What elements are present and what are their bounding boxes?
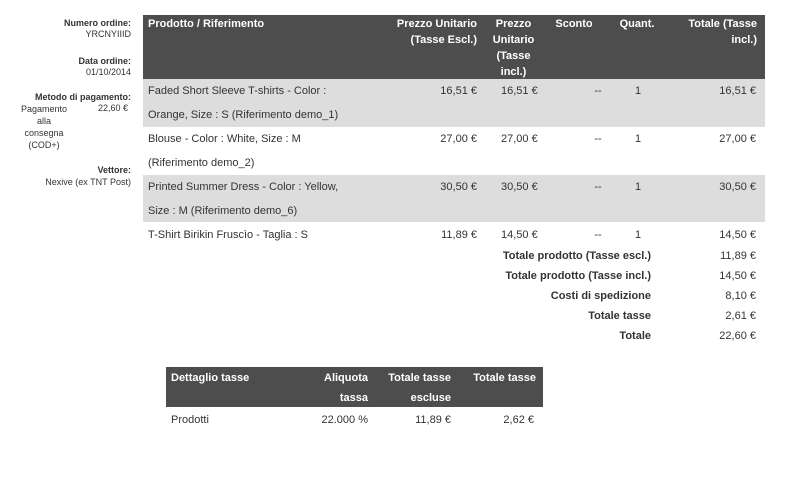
product-name-line: Printed Summer Dress - Color : Yellow, <box>148 181 339 193</box>
quantity: 1 <box>634 229 642 241</box>
payment-method-line: alla <box>36 116 51 126</box>
header-unit-price-excl <box>391 16 477 48</box>
total-products-incl-value: 14,50 € <box>719 270 756 282</box>
table-row <box>143 79 765 127</box>
row-total: 16,51 € <box>719 85 756 97</box>
product-name <box>148 133 301 169</box>
grand-total-value: 22,60 € <box>719 330 756 342</box>
order-number: YRCNYIIID <box>85 29 131 39</box>
header-unit-price-incl-line: incl.) <box>500 66 527 78</box>
product-name-line: (Riferimento demo_2) <box>148 157 255 169</box>
quantity: 1 <box>634 181 642 193</box>
unit-price-incl: 16,51 € <box>501 85 538 97</box>
unit-price-excl: 30,50 € <box>440 181 477 193</box>
total-products-incl-label: Totale prodotto (Tasse incl.) <box>505 270 651 282</box>
table-row <box>143 222 765 246</box>
header-quantity: Quant. <box>619 18 655 30</box>
product-name-line: Size : M (Riferimento demo_6) <box>148 205 298 217</box>
row-total: 27,00 € <box>719 133 756 145</box>
product-name <box>148 181 338 217</box>
header-unit-price-excl-line: Prezzo Unitario <box>396 18 477 30</box>
tax-row-rate: 22.000 % <box>321 414 368 426</box>
quantity: 1 <box>634 85 642 97</box>
tax-table-header <box>166 367 543 407</box>
discount: -- <box>594 229 602 241</box>
payment-method-label: Metodo di pagamento: <box>35 92 131 102</box>
header-discount: Sconto <box>555 18 593 30</box>
products-table-header <box>143 15 765 79</box>
tax-header-detail: Dettaglio tasse <box>171 372 250 384</box>
payment-method-line: consegna <box>24 128 64 138</box>
product-name-line: Blouse - Color : White, Size : M <box>148 133 301 145</box>
payment-method-line: (COD+) <box>28 140 60 150</box>
unit-price-incl: 27,00 € <box>501 133 538 145</box>
table-row <box>143 127 765 175</box>
row-total: 14,50 € <box>719 229 756 241</box>
unit-price-excl: 16,51 € <box>440 85 477 97</box>
order-date: 01/10/2014 <box>85 67 131 77</box>
order-number-label: Numero ordine: <box>63 18 131 28</box>
tax-header-rate-line: Aliquota <box>324 372 368 384</box>
tax-row-label: Prodotti <box>171 414 209 426</box>
product-name-line: Orange, Size : S (Riferimento demo_1) <box>148 109 339 121</box>
tax-table-row <box>166 407 543 433</box>
payment-method-line: Pagamento <box>20 104 68 114</box>
header-total-line: Totale (Tasse <box>688 18 757 30</box>
total-taxes-label: Totale tasse <box>588 310 651 322</box>
product-name: T-Shirt Birikin Fruscìo - Taglia : S <box>148 229 308 241</box>
tax-header-rate-line: tassa <box>339 392 368 404</box>
carrier-label: Vettore: <box>97 165 131 175</box>
unit-price-incl: 14,50 € <box>501 229 538 241</box>
total-products-excl-label: Totale prodotto (Tasse escl.) <box>502 250 651 262</box>
row-total: 30,50 € <box>719 181 756 193</box>
tax-row-excl: 11,89 € <box>415 414 451 426</box>
product-name-line: Faded Short Sleeve T-shirts - Color : <box>148 85 327 97</box>
tax-header-excl-line: escluse <box>410 392 451 404</box>
unit-price-incl: 30,50 € <box>501 181 538 193</box>
tax-header-excl-line: Totale tasse <box>388 372 451 384</box>
tax-header-rate <box>306 372 368 404</box>
tax-header-excl <box>381 372 451 404</box>
unit-price-excl: 11,89 € <box>441 229 477 241</box>
header-product: Prodotto / Riferimento <box>148 18 265 30</box>
header-unit-price-excl-line: (Tasse Escl.) <box>410 34 477 46</box>
discount: -- <box>594 181 602 193</box>
total-products-excl-value: 11,89 € <box>720 250 756 262</box>
discount: -- <box>594 133 602 145</box>
header-unit-price-incl-line: Unitario <box>492 34 535 46</box>
header-unit-price-incl-line: (Tasse <box>496 50 531 62</box>
header-unit-price-incl <box>488 16 539 80</box>
tax-header-total: Totale tasse <box>473 372 536 384</box>
order-date-label: Data ordine: <box>78 56 131 66</box>
payment-method <box>14 103 74 151</box>
header-unit-price-incl-line: Prezzo <box>495 18 532 30</box>
grand-total-label: Totale <box>619 330 651 342</box>
header-total-line: incl.) <box>731 34 757 46</box>
table-row <box>143 175 765 222</box>
payment-amount: 22,60 € <box>97 103 128 113</box>
product-name <box>148 85 338 121</box>
shipping-cost-value: 8,10 € <box>725 290 756 302</box>
quantity: 1 <box>634 133 642 145</box>
tax-row-total: 2,62 € <box>503 414 534 426</box>
shipping-cost-label: Costi di spedizione <box>550 290 651 302</box>
total-taxes-value: 2,61 € <box>725 310 756 322</box>
carrier: Nexive (ex TNT Post) <box>45 177 131 187</box>
unit-price-excl: 27,00 € <box>440 133 477 145</box>
header-total <box>673 16 757 48</box>
discount: -- <box>594 85 602 97</box>
